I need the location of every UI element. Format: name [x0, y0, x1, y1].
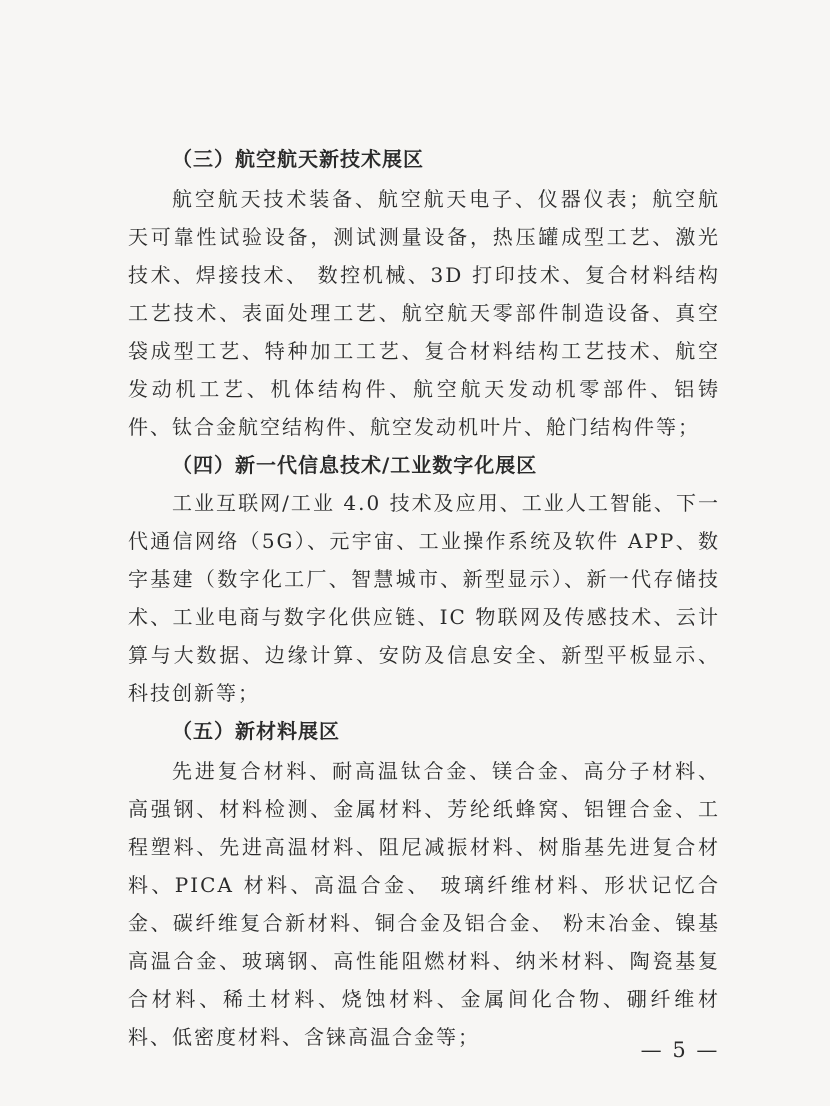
section-body-aerospace: 航空航天技术装备、航空航天电子、仪器仪表；航空航天可靠性试验设备，测试测量设备，热压罐成型工艺、激光技术、焊接技术、 数控机械、3D 打印技术、复合材料结构工艺技术、表面处理工艺、航空航天零部件制造设备、真空袋成型工艺、特种加工工艺、复合材料结构工艺技术、航空发动机工艺、机体结构件、航空航天发动机零部件、铝铸件、钛合金航空结构件、航空发动机叶片、舱门结构件等； [128, 187, 720, 439]
section-body-it-digital: 工业互联网/工业 4.0 技术及应用、工业人工智能、下一代通信网络（5G）、元宇宙、工业操作系统及软件 APP、数字基建（数字化工厂、智慧城市、新型显示）、新一代存储技术、工业电商与数字化供应链、IC 物联网及传感技术、云计算与大数据、边缘计算、安防及信息安全、新型平板显示、科技创新等； [128, 491, 720, 705]
section-heading-it-digital: （四）新一代信息技术/工业数字化展区 [172, 453, 538, 477]
section-heading-aerospace: （三）航空航天新技术展区 [172, 147, 424, 171]
section-body-new-materials: 先进复合材料、耐高温钛合金、镁合金、高分子材料、高强钢、材料检测、金属材料、芳纶纸蜂窝、铝锂合金、工程塑料、先进高温材料、阻尼减振材料、树脂基先进复合材料、PICA 材料、高温合金、 玻璃纤维材料、形状记忆合金、碳纤维复合新材料、铜合金及铝合金、 粉末冶金、镍基高温合金、玻璃钢、高性能阻燃材料、纳米材料、陶瓷基复合材料、稀土材料、烧蚀材料、金属间化合物、硼纤维材料、低密度材料、含铼高温合金等； [128, 759, 720, 1049]
page-content [128, 140, 720, 1056]
page-number: — 5 — [640, 1038, 720, 1062]
section-heading-new-materials: （五）新材料展区 [172, 719, 340, 743]
